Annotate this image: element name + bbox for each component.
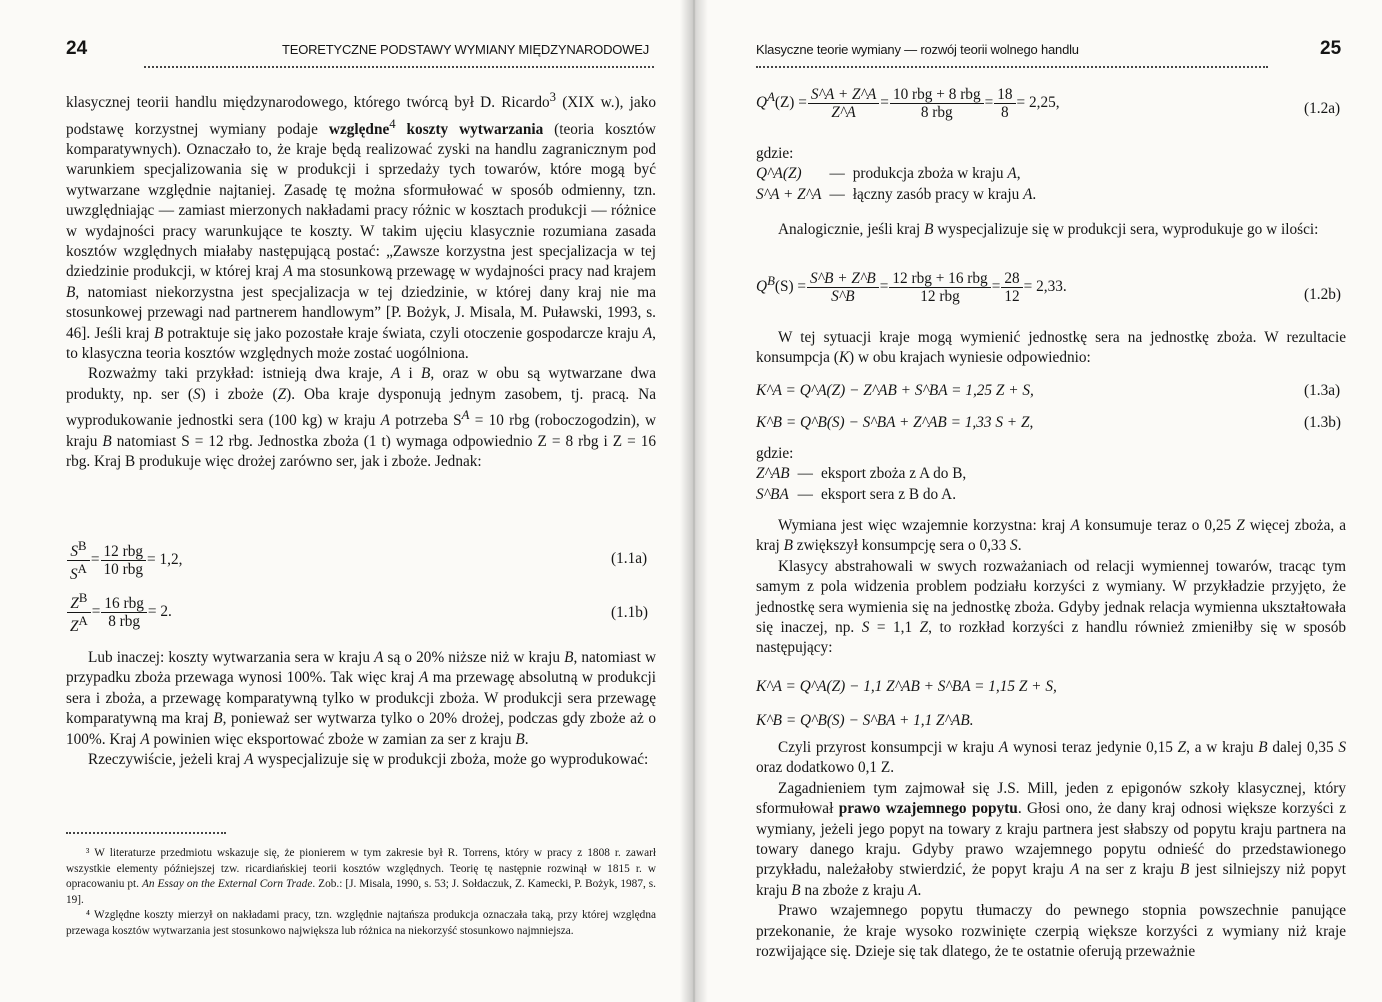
legend-2-heading: gdzie: <box>756 445 794 462</box>
header-rule-right <box>756 66 1268 68</box>
right-body-bottom <box>756 738 1346 962</box>
equation-1-3b: K^B = Q^B(S) − S^BA + Z^AB = 1,33 S + Z, <box>756 414 1034 431</box>
paragraph-6-block <box>756 328 1346 369</box>
footnote-3: ³ W literaturze przedmiotu wskazuje się, że pionierem w tym zakresie był R. Torrens, który w pracy z 1808 r. zawarł wszystkie elementy późniejszej tzw. ricardiańskiej teorii kosztów względnych. Teorię tę następnie rozwinął w 1815 r. w opracowaniu pt. An Essay on the External Corn Trade. Zob.: [J. Misala, 1990, s. 53; J. Sołdaczuk, Z. Kamecki, P. Bożyk, 1987, s. 19]. <box>66 847 657 906</box>
equation-label-1-2a: (1.2a) <box>1304 100 1341 117</box>
equation-label-1-3b: (1.3b) <box>1304 414 1341 431</box>
equation-label-1-1b: (1.1b) <box>611 604 648 621</box>
equation-1-4b: K^B = Q^B(S) − S^BA + 1,1 Z^AB. <box>756 712 974 729</box>
running-title-left: TEORETYCZNE PODSTAWY WYMIANY MIĘDZYNARODOWEJ <box>282 42 650 57</box>
legend-1-heading: gdzie: <box>756 145 794 162</box>
legend-row: S^A + Z^A — łączny zasób pracy w kraju A. <box>756 185 1037 203</box>
equation-1-1b: $\frac{Z^B}{Z^A}$ = $\frac{\text{16 rbg}}{\text{8 rbg}}$ = 2. <box>66 590 172 635</box>
page-number-left: 24 <box>66 38 88 59</box>
paragraph-11: Prawo wzajemnego popytu tłumaczy do pewnego stopnia powszechnie panujące przekonanie, że kraje wysoko rozwinięte czerpią większe korzyści z wymiany niż kraje rozwijające się. Dzieje się tak dlatego, że te ostatnie oferują przeważnie <box>756 902 1346 961</box>
equation-1-2a: $Q^A(Z)$ = $\frac{S\^{}A + Z\^{}A}{Z\^{}A}$ = $\frac{\text{10 rbg + 8 rbg}}{\text{8 rbg}}$ = $\frac{18}{8}$ = 2,25, <box>756 86 1060 121</box>
equation-label-1-1a: (1.1a) <box>611 550 648 567</box>
book-gutter-shadow <box>680 0 708 1002</box>
legend-row: S^BA — eksport sera z B do A. <box>756 485 957 503</box>
paragraph-3: Lub inaczej: koszty wytwarzania sera w kraju A są o 20% niższe niż w kraju B, natomiast w przypadku zboża przewaga wynosi 100%. Tak więc kraj A ma przewagę absolutną w produkcji sera i zboża, a przewagę komparatywną tylko w produkcji zboża. W produkcji sera przewagę komparatywną ma kraj B, ponieważ ser wytwarza tylko o 20% drożej, podczas gdy zboże aż o 100%. Kraj A powinien więc eksportować zboże w zamian za ser z kraju B. <box>66 649 657 748</box>
paragraph-6: W tej sytuacji kraje mogą wymienić jednostkę sera na jednostkę zboża. W rezultacie konsumpcja (K) w obu krajach wyniesie odpowiednio: <box>756 329 1346 367</box>
paragraph-7: Wymiana jest więc wzajemnie korzystna: kraj A konsumuje teraz o 0,25 Z więcej zboża, a kraj B zwiększył konsumpcję sera o 0,33 S. <box>756 517 1346 555</box>
page-number-right: 25 <box>1320 38 1342 59</box>
legend-row: Q^A(Z) — produkcja zboża w kraju A, <box>756 165 1021 183</box>
equation-1-3a: K^A = Q^A(Z) − Z^AB + S^BA = 1,25 Z + S, <box>756 382 1034 399</box>
header-rule-left <box>144 66 654 68</box>
paragraph-10: Zagadnieniem tym zajmował się J.S. Mill, jeden z epigonów szkoły klasycznej, który sformułował prawo wzajemnego popytu. Głosi ono, że dany kraj odnosi większe korzyści z wymiany, jeżeli jego popyt na towary z kraju partnera jest słabszy od popytu kraju partnera na towary danego kraju. Gdyby prawo wzajemnego popytu odnieść do przedstawionego przykładu, należałoby stwierdzić, że popyt kraju A na ser z kraju B jest silniejszy niż popyt kraju B na zboże z kraju A. <box>756 779 1346 899</box>
paragraph-1: klasycznej teorii handlu międzynarodowego, którego twórcą był D. Ricardo$^3$ (XIX w.), jako podstawę korzystnej wymiany podaje względne$^4$ koszty wytwarzania (teoria kosztów komparatywnych). Oznaczało to, że kraje będą realizować zyski na handlu zagranicznym pod warunkiem specjalizowania się w produkcji i sprzedaży tych towarów, które mogą być wytwarzane względnie najtaniej. Zasadę tę można sformułować w sposób odmienny, tzn. uwzględniając — zamiast mierzonych nakładami pracy różnic w kosztach produkcji — różnice w wydajności pracy warunkujące te koszty. W takim ujęciu klasycznie rozumiana zasada kosztów względnych miałaby następującą postać: „Zawsze korzystna jest specjalizacja w tej dziedzinie produkcji, w której kraj A ma stosunkową przewagę w wydajności pracy nad krajem B, natomiast niekorzystna jest specjalizacja w tej dziedzinie, w której dany kraj nie ma stosunkowej przewagi nad partnerem handlowym” [P. Bożyk, J. Misala, M. Puławski, 1993, s. 46]. Jeśli kraj B potraktuje się jako pozostałe kraje świata, czyli otoczenie gospodarcze kraju A, to klasyczna teoria kosztów względnych może zostać uogólniona. <box>66 90 656 363</box>
footnote-separator <box>66 832 226 834</box>
left-body-top <box>66 87 656 473</box>
equation-1-1a: $\frac{S^B}{S^A}$ = $\frac{\text{12 rbg}}{\text{10 rbg}}$ = 1,2, <box>66 538 182 583</box>
paragraph-8: Klasycy abstrahowali w swych rozważaniach od relacji wymiennej towarów, tracąc tym samym z pola widzenia problem podziału korzyści z wymiany. W przykładzie przyjęto, że jednostkę sera wymienia się na jednostkę zboża. Gdyby jednak relacja wymienna ukształtowała się inaczej, np. S = 1,1 Z, to rozkład korzyści z handlu również zmieniłby się w sposób następujący: <box>756 557 1346 657</box>
footnotes <box>66 846 656 939</box>
right-page <box>692 0 1382 1002</box>
legend-row: Z^AB — eksport zboża z A do B, <box>756 465 967 483</box>
legend-1 <box>756 144 1044 205</box>
paragraph-9: Czyli przyrost konsumpcji w kraju A wynosi teraz jedynie 0,15 Z, a w kraju B dalej 0,35 S oraz dodatkowo 0,1 Z. <box>756 739 1346 777</box>
paragraph-5-block <box>756 220 1346 240</box>
equation-1-2b: $Q^B(S)$ = $\frac{S\^{}B + Z\^{}B}{S\^{}B}$ = $\frac{\text{12 rbg + 16 rbg}}{\text{12 rbg}}$ = $\frac{28}{12}$ = 2,33. <box>756 270 1067 305</box>
equation-1-4a: K^A = Q^A(Z) − 1,1 Z^AB + S^BA = 1,15 Z + S, <box>756 678 1057 695</box>
paragraph-2: Rozważmy taki przykład: istnieją dwa kraje, A i B, oraz w obu są wytwarzane dwa produkty, np. ser (S) i zboże (Z). Oba kraje dysponują jednym zasobem, tj. pracą. Na wyprodukowanie jednostki sera (100 kg) w kraju A potrzeba $S^A = 10$ rbg (roboczogodzin), w kraju B natomiast S = 12 rbg. Jednostka zboża (1 t) wymaga odpowiednio Z = 8 rbg i Z = 16 rbg. Kraj B produkuje więc drożej zarówno ser, jak i zboże. Jednak: <box>66 365 657 471</box>
paragraph-5: Analogicznie, jeśli kraj B wyspecjalizuje się w produkcji sera, wyprodukuje go w ilości: <box>778 221 1319 238</box>
equation-label-1-2b: (1.2b) <box>1304 286 1341 303</box>
footnote-4: ⁴ Względne koszty mierzył on nakładami pracy, tzn. względnie najtańsza produkcja oznaczała taką, przy której względna przewaga kosztów wytwarzania jest stosunkowo największa lub różnica na niekorzyść stosunkowo najmniejsza. <box>66 909 656 937</box>
left-body-bottom <box>66 648 656 770</box>
running-title-right: Klasyczne teorie wymiany — rozwój teorii wolnego handlu <box>756 42 1079 57</box>
equation-label-1-3a: (1.3a) <box>1304 382 1341 399</box>
right-body-middle <box>756 516 1346 659</box>
paragraph-4: Rzeczywiście, jeżeli kraj A wyspecjalizuje się w produkcji zboża, może go wyprodukować: <box>88 751 649 769</box>
legend-2 <box>756 444 974 505</box>
